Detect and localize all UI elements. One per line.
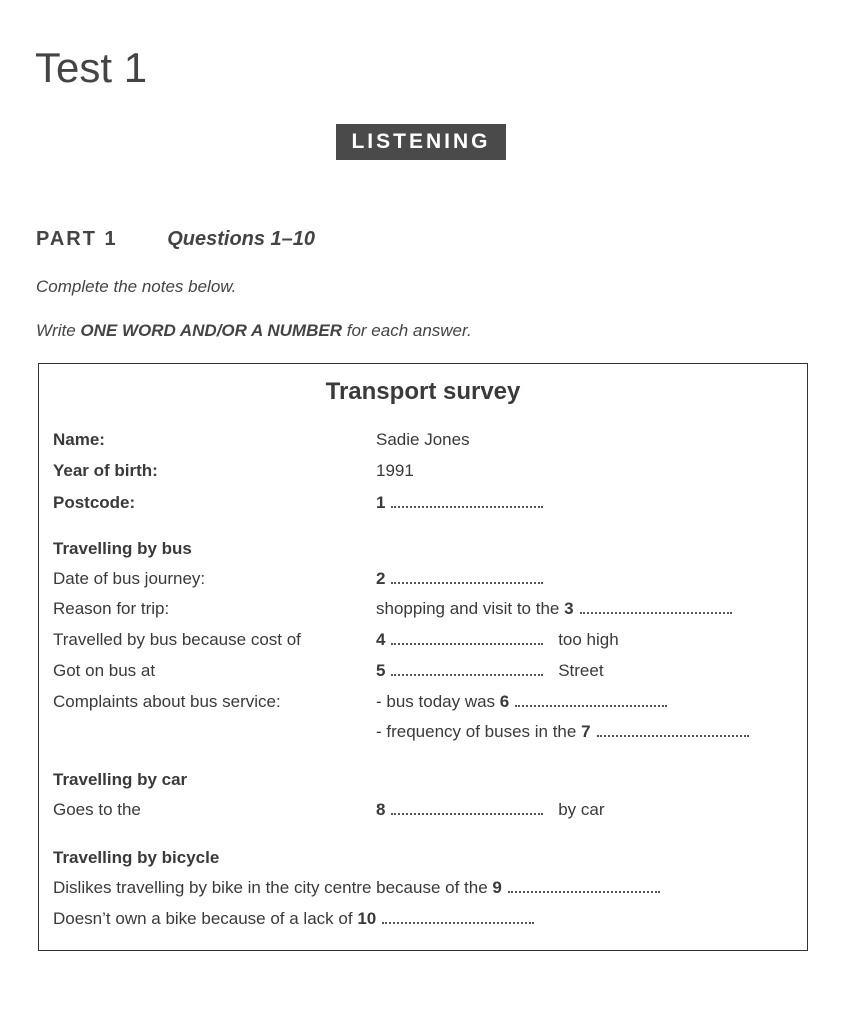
answer-7 <box>376 722 749 742</box>
answer-2 <box>376 569 543 589</box>
test-title: Test 1 <box>35 44 148 91</box>
instruction-prefix: Write <box>36 321 81 340</box>
question-number: 1 <box>376 493 386 512</box>
goes-label: Goes to the <box>53 800 141 819</box>
answer-blank <box>508 887 660 893</box>
answer-blank <box>382 918 534 924</box>
question-number: 10 <box>357 909 377 928</box>
goton-label: Got on bus at <box>53 661 156 680</box>
dislike-text: Dislikes travelling by bike in the city centre because of the <box>53 878 488 897</box>
question-number: 2 <box>376 569 386 588</box>
part-label: PART 1 <box>36 228 118 250</box>
notes-box <box>38 363 808 951</box>
question-number: 8 <box>376 800 386 819</box>
answer-3 <box>376 599 732 619</box>
notes-title: Transport survey <box>325 378 521 405</box>
goton-after: Street <box>558 661 604 680</box>
instruction-write <box>36 321 472 341</box>
part-heading <box>36 228 315 251</box>
reason-text: shopping and visit to the <box>376 599 560 618</box>
bus-heading: Travelling by bus <box>53 539 192 558</box>
question-number: 4 <box>376 630 386 649</box>
year-value: 1991 <box>376 461 414 480</box>
instruction-emphasis: ONE WORD AND/OR A NUMBER <box>80 321 342 340</box>
complaint1-text: - bus today was <box>376 692 496 711</box>
part-questions: Questions 1–10 <box>167 228 316 250</box>
answer-1 <box>376 493 543 513</box>
reason-label: Reason for trip: <box>53 599 170 618</box>
cost-after: too high <box>558 630 619 649</box>
question-number: 6 <box>499 692 510 711</box>
section-badge: LISTENING <box>336 124 506 160</box>
car-heading: Travelling by car <box>53 770 188 789</box>
complaints-label: Complaints about bus service: <box>53 692 281 711</box>
name-label: Name: <box>53 430 105 449</box>
goes-after: by car <box>558 800 605 819</box>
answer-blank <box>391 502 543 508</box>
question-number: 9 <box>492 878 502 897</box>
answer-blank <box>391 670 543 676</box>
answer-blank <box>515 701 667 707</box>
cost-label: Travelled by bus because cost of <box>53 630 301 649</box>
answer-blank <box>597 731 749 737</box>
own-text: Doesn’t own a bike because of a lack of <box>53 909 353 928</box>
name-value: Sadie Jones <box>376 430 470 449</box>
answer-blank <box>391 809 543 815</box>
year-label: Year of birth: <box>53 461 158 480</box>
answer-9 <box>53 878 660 898</box>
bicycle-heading: Travelling by bicycle <box>53 848 220 867</box>
answer-blank <box>391 578 543 584</box>
answer-blank <box>391 639 543 645</box>
date-label: Date of bus journey: <box>53 569 206 588</box>
instruction-complete: Complete the notes below. <box>36 277 237 296</box>
answer-blank <box>580 608 732 614</box>
instruction-suffix: for each answer. <box>342 321 472 340</box>
question-number: 5 <box>376 661 386 680</box>
complaint2-text: - frequency of buses in the <box>376 722 577 741</box>
answer-8 <box>376 800 605 820</box>
question-number: 7 <box>581 722 591 741</box>
question-number: 3 <box>564 599 574 618</box>
answer-6 <box>376 692 667 712</box>
answer-4 <box>376 630 619 650</box>
answer-10 <box>53 909 534 929</box>
answer-5 <box>376 661 604 681</box>
postcode-label: Postcode: <box>53 493 136 512</box>
